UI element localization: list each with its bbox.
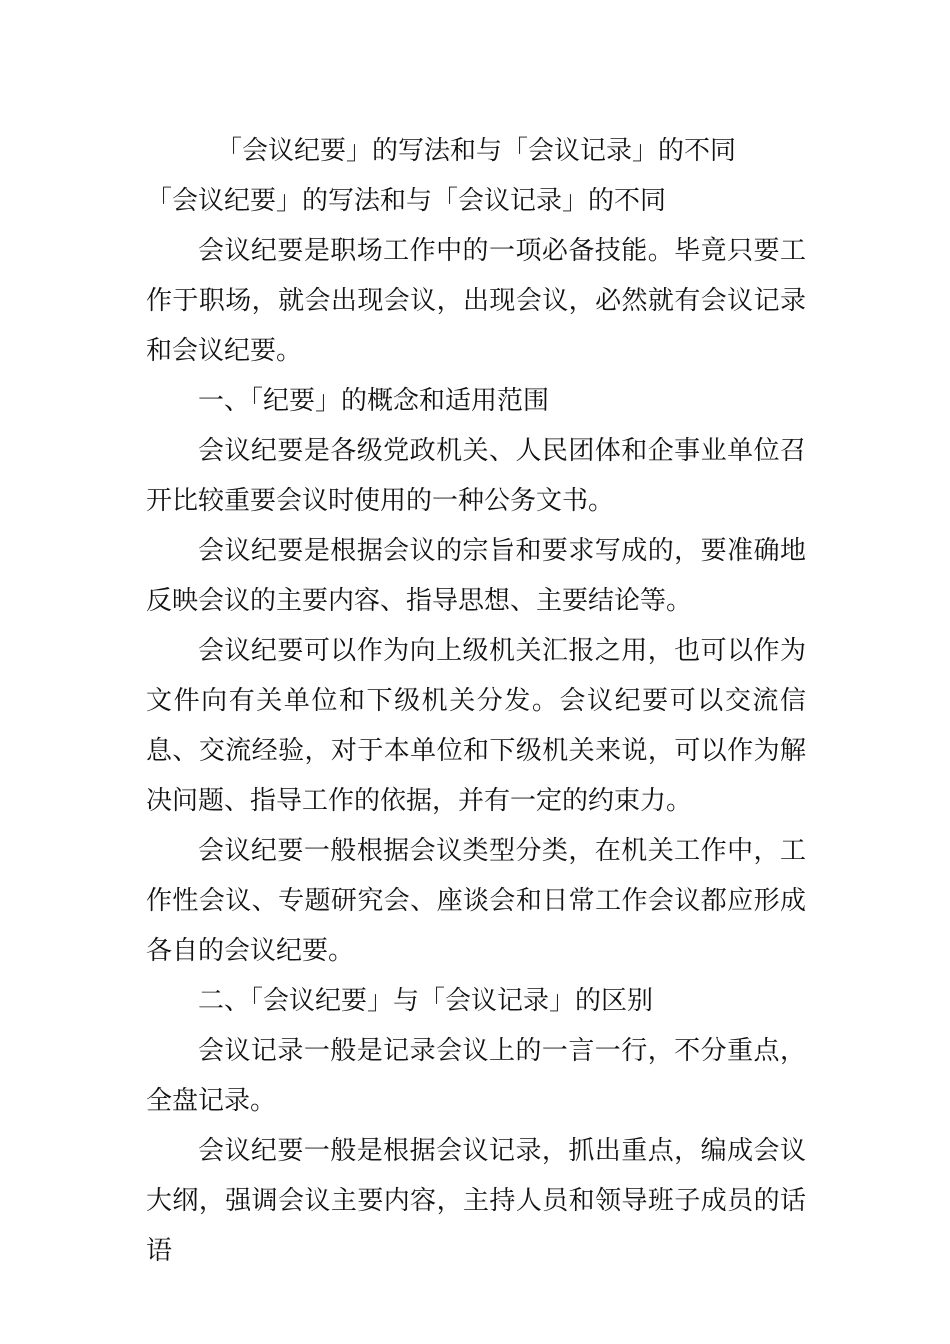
section-heading-2: 二、「会议纪要」与「会议记录」的区别 — [198, 986, 654, 1016]
document-title: 「会议纪要」的写法和与「会议记录」的不同 — [215, 136, 736, 166]
paragraph-usage: 会议纪要可以作为向上级机关汇报之用，也可以作为文件向有关单位和下级机关分发。会议纪要可以交流信息、交流经验，对于本单位和下级机关来说，可以作为解决问题、指导工作的依据，并有一定的约束力。 — [146, 636, 806, 816]
paragraph-intro: 会议纪要是职场工作中的一项必备技能。毕竟只要工作于职场，就会出现会议，出现会议，必然就有会议记录和会议纪要。 — [146, 236, 806, 366]
paragraph-definition: 会议纪要是各级党政机关、人民团体和企事业单位召开比较重要会议时使用的一种公务文书。 — [146, 436, 806, 516]
document-body — [146, 126, 806, 1276]
paragraph-classification: 会议纪要一般根据会议类型分类，在机关工作中，工作性会议、专题研究会、座谈会和日常工作会议都应形成各自的会议纪要。 — [146, 836, 806, 966]
document-subtitle: 「会议纪要」的写法和与「会议记录」的不同 — [146, 186, 667, 216]
paragraph-records: 会议记录一般是记录会议上的一言一行，不分重点，全盘记录。 — [146, 1036, 806, 1116]
paragraph-purpose: 会议纪要是根据会议的宗旨和要求写成的，要准确地反映会议的主要内容、指导思想、主要结论等。 — [146, 536, 806, 616]
section-heading-1: 一、「纪要」的概念和适用范围 — [198, 386, 550, 416]
paragraph-summary: 会议纪要一般是根据会议记录，抓出重点，编成会议大纲，强调会议主要内容，主持人员和领导班子成员的话语 — [146, 1136, 806, 1266]
